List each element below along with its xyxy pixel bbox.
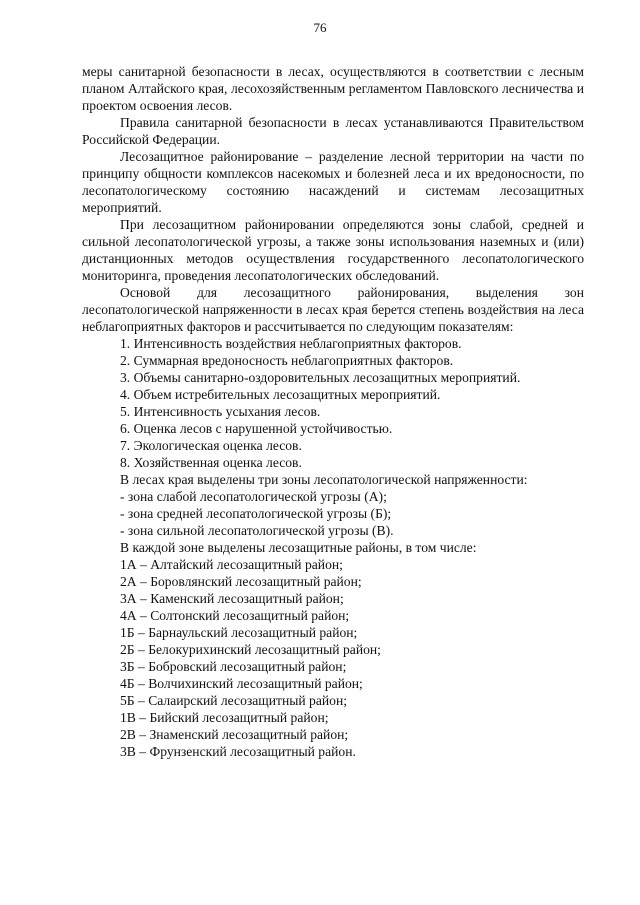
list-item: - зона средней лесопатологической угрозы (Б); xyxy=(120,506,392,521)
list-item: 1В – Бийский лесозащитный район; xyxy=(120,710,329,725)
list-item: 4Б – Волчихинский лесозащитный район; xyxy=(120,676,363,691)
districts-list xyxy=(82,556,584,760)
list-item: 2Б – Белокурихинский лесозащитный район; xyxy=(120,642,381,657)
list-item: 2А – Боровлянский лесозащитный район; xyxy=(120,574,362,589)
list-item: 8. Хозяйственная оценка лесов. xyxy=(120,455,302,470)
list-item: 7. Экологическая оценка лесов. xyxy=(120,438,302,453)
list-item: - зона сильной лесопатологической угрозы (В). xyxy=(120,523,394,538)
list-item: 5. Интенсивность усыхания лесов. xyxy=(120,404,321,419)
list-item: 3В – Фрунзенский лесозащитный район. xyxy=(120,744,356,759)
list-item: 3А – Каменский лесозащитный район; xyxy=(120,591,344,606)
districts-intro: В каждой зоне выделены лесозащитные районы, в том числе: xyxy=(120,540,477,555)
list-item: 2. Суммарная вредоносность неблагоприятных факторов. xyxy=(120,353,454,368)
zones-intro: В лесах края выделены три зоны лесопатологической напряженности: xyxy=(120,472,528,487)
list-item: 5Б – Салаирский лесозащитный район; xyxy=(120,693,347,708)
list-item: 6. Оценка лесов с нарушенной устойчивостью. xyxy=(120,421,393,436)
list-item: 2В – Знаменский лесозащитный район; xyxy=(120,727,349,742)
zones-list xyxy=(82,488,584,539)
paragraph: Лесозащитное районирование – разделение лесной территории на части по принципу общности комплексов насекомых и болезней леса и их вредоносности, по лесопатологическому состоянию насаждений и системам лесозащитных мероприятий. xyxy=(82,149,584,215)
list-item: 4А – Солтонский лесозащитный район; xyxy=(120,608,350,623)
list-item: 1. Интенсивность воздействия неблагоприятных факторов. xyxy=(120,336,462,351)
list-item: 1Б – Барнаульский лесозащитный район; xyxy=(120,625,358,640)
indicators-list xyxy=(82,335,584,471)
list-item: - зона слабой лесопатологической угрозы (А); xyxy=(120,489,387,504)
paragraph: Основой для лесозащитного районирования, выделения зон лесопатологической напряженности в лесах края берется степень воздействия на леса неблагоприятных факторов и рассчитывается по следующим показателям: xyxy=(82,285,584,334)
paragraph: Правила санитарной безопасности в лесах устанавливаются Правительством Российской Федерации. xyxy=(82,115,584,147)
list-item: 1А – Алтайский лесозащитный район; xyxy=(120,557,343,572)
list-item: 3. Объемы санитарно-оздоровительных лесозащитных мероприятий. xyxy=(120,370,521,385)
paragraph: При лесозащитном районировании определяются зоны слабой, средней и сильной лесопатологической угрозы, а также зоны использования наземных и (или) дистанционных методов осуществления государственного лесопатологического мониторинга, проведения лесопатологических обследований. xyxy=(82,217,584,283)
document-body xyxy=(82,63,584,760)
list-item: 4. Объем истребительных лесозащитных мероприятий. xyxy=(120,387,441,402)
paragraph: меры санитарной безопасности в лесах, осуществляются в соответствии с лесным планом Алтайского края, лесохозяйственным регламентом Павловского лесничества и проектом освоения лесов. xyxy=(82,64,584,113)
page-number: 76 xyxy=(313,20,327,35)
list-item: 3Б – Бобровский лесозащитный район; xyxy=(120,659,347,674)
